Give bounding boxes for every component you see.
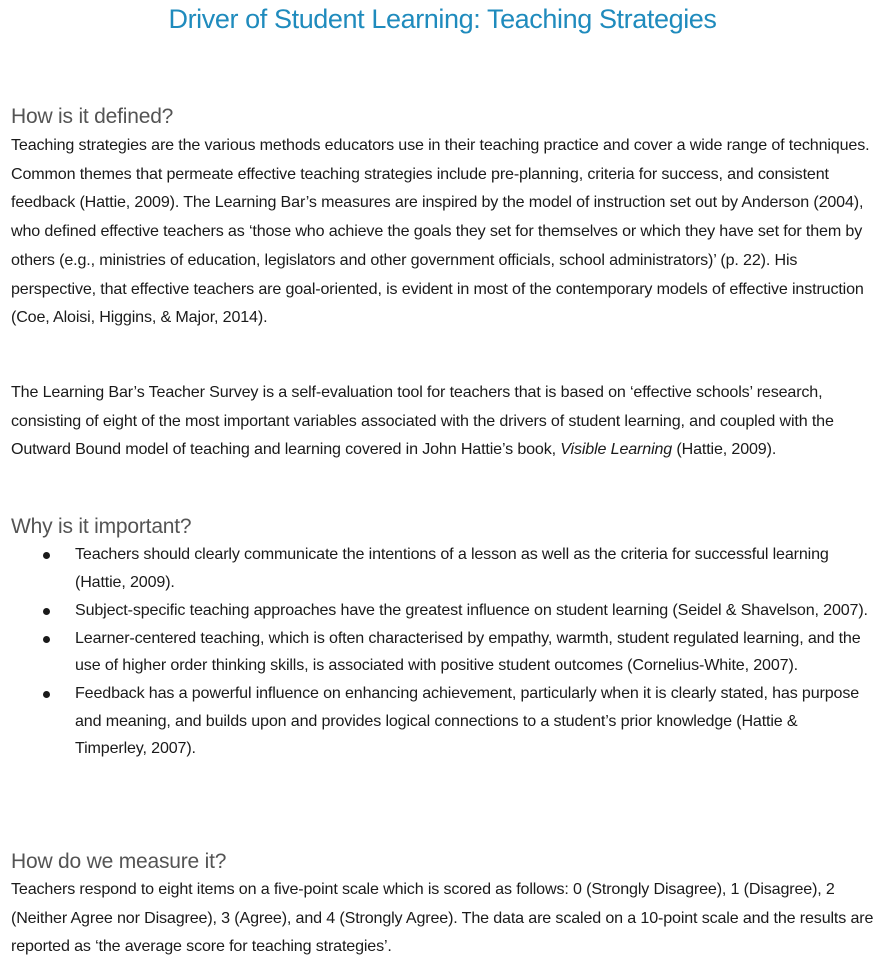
- list-item-text: Feedback has a powerful influence on enhancing achievement, particularly when it is clearly stated, has purpose and meaning, and builds upon and provides logical connections to a student’s prior knowledge (Hattie & Timperley, 2007).: [75, 684, 860, 757]
- paragraph-teacher-survey-text: The Learning Bar’s Teacher Survey is a self-evaluation tool for teachers that is based on ‘effective schools’ research, consisting of eight of the most important variables associated with the drivers of student learning, and coupled with the Outward Bound model of teaching and learning covered in John Hattie’s book,: [11, 383, 834, 459]
- list-item-text: Subject-specific teaching approaches have the greatest influence on student learning (Seidel & Shavelson, 2007).: [75, 600, 868, 619]
- list-item-text: Learner-centered teaching, which is often characterised by empathy, warmth, student regulated learning, and the use of higher order thinking skills, is associated with positive student outcomes (Cornelius-White, 2007).: [75, 628, 861, 674]
- paragraph-teacher-survey: [11, 378, 883, 464]
- importance-bullet-list: [0, 541, 885, 763]
- bullet-dot-icon: [43, 552, 50, 559]
- paragraph-teacher-survey-citation: (Hattie, 2009).: [672, 440, 777, 459]
- bullet-dot-icon: [43, 608, 50, 615]
- list-item: [0, 597, 870, 625]
- list-item: [0, 680, 870, 763]
- list-item-text: Teachers should clearly communicate the intentions of a lesson as well as the criteria for successful learning (Hattie, 2009).: [75, 545, 829, 591]
- heading-how-defined: How is it defined?: [11, 105, 174, 128]
- heading-why-important: Why is it important?: [11, 515, 192, 538]
- list-item: [0, 625, 870, 680]
- bullet-dot-icon: [43, 636, 50, 643]
- paragraph-measurement: Teachers respond to eight items on a five-point scale which is scored as follows: 0 (Strongly Disagree), 1 (Disagree), 2 (Neither Agree nor Disagree), 3 (Agree), and 4 (Strongly Agree). The data are scaled on a 10-point scale and the results are reported as ‘the average score for teaching strategies’.: [11, 880, 874, 956]
- book-title-visible-learning: Visible Learning: [560, 440, 673, 459]
- bullet-dot-icon: [43, 691, 50, 698]
- paragraph-definition: Teaching strategies are the various methods educators use in their teaching practice and cover a wide range of techniques. Common themes that permeate effective teaching strategies include pre-planning, criteria for success, and consistent feedback (Hattie, 2009). The Learning Bar’s measures are inspired by the model of instruction set out by Anderson (2004), who defined effective teachers as ‘those who achieve the goals they set for themselves or which they have set for them by others (e.g., ministries of education, legislators and other government officials, school administrators)’ (p. 22). His perspective, that effective teachers are goal-oriented, is evident in most of the contemporary models of effective instruction (Coe, Aloisi, Higgins, & Major, 2014).: [11, 136, 870, 327]
- heading-how-measure: How do we measure it?: [11, 850, 227, 873]
- page-title: Driver of Student Learning: Teaching Strategies: [168, 4, 717, 34]
- list-item: [0, 541, 870, 596]
